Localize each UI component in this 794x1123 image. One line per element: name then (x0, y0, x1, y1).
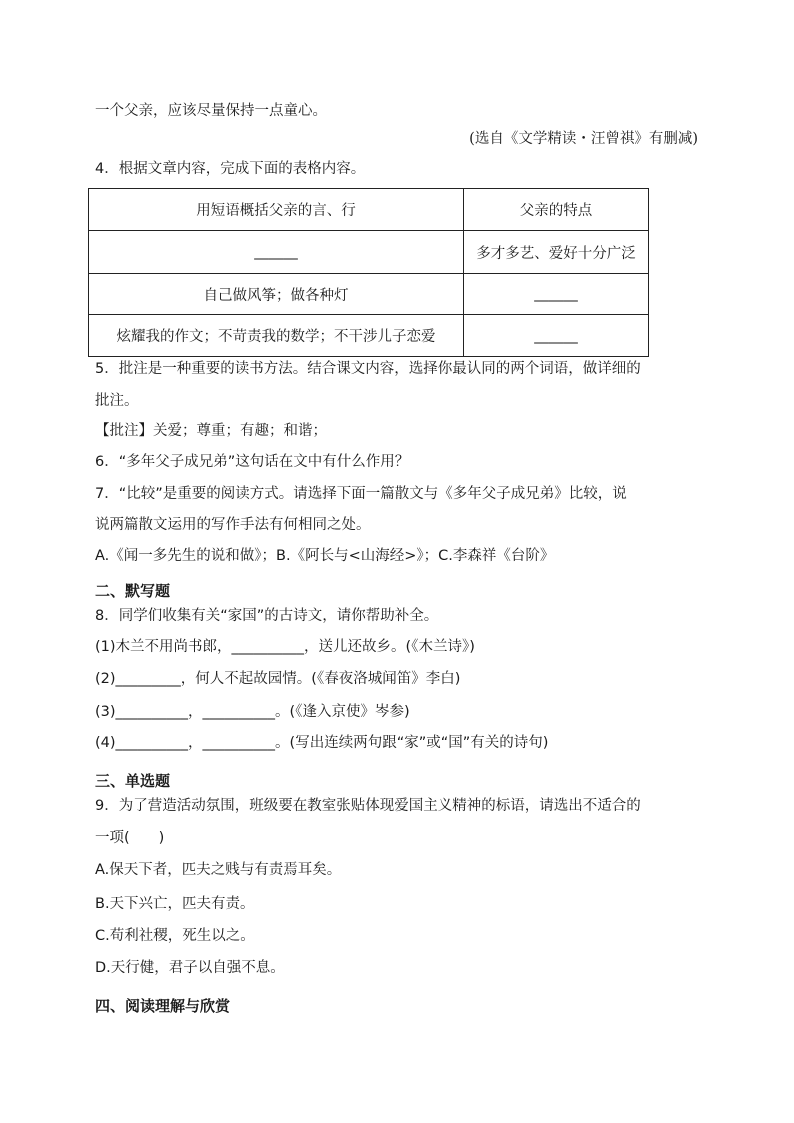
q9-option-b[interactable]: B.天下兴亡，匹夫有责。 (95, 896, 255, 912)
q5-line2: 批注。 (95, 393, 139, 409)
q4-prompt: 4．根据文章内容，完成下面的表格内容。 (95, 161, 366, 177)
table-cell: 炫耀我的作文；不苛责我的数学；不干涉儿子恋爱 (89, 315, 464, 357)
q9-line1: 9．为了营造活动氛围，班级要在教室张贴体现爱国主义精神的标语，请选出不适合的 (95, 798, 641, 814)
table-cell: 多才多艺、爱好十分广泛 (464, 231, 649, 274)
q8-item-3: (3)__________，__________。(《逢入京使》岑参) (95, 704, 410, 720)
passage-source: (选自《文学精读・汪曾祺》有删减) (469, 131, 698, 147)
q9-option-d[interactable]: D.天行健，君子以自强不息。 (95, 960, 285, 976)
table-cell-blank[interactable]: ______ (89, 231, 464, 274)
q9-option-c[interactable]: C.苟利社稷，死生以之。 (95, 928, 255, 944)
q9-option-a[interactable]: A.保天下者，匹夫之贱与有责焉耳矣。 (95, 862, 342, 878)
q7-options: A.《闻一多先生的说和做》；B.《阿长与<山海经>》；C.李森祥《台阶》 (95, 548, 555, 564)
table-row (89, 274, 649, 315)
q4-table (88, 188, 649, 357)
q7-line2: 说两篇散文运用的写作手法有何相同之处。 (95, 517, 371, 533)
q6-text: 6．“多年父子成兄弟”这句话在文中有什么作用？ (95, 454, 410, 470)
q7-line1: 7．“比较”是重要的阅读方式。请选择下面一篇散文与《多年父子成兄弟》比较，说 (95, 486, 627, 502)
section4-title: 四、阅读理解与欣赏 (95, 997, 231, 1015)
passage-last-line: 一个父亲，应该尽量保持一点童心。 (95, 103, 327, 119)
table-header-cell: 用短语概括父亲的言、行 (89, 189, 464, 231)
q5-line1: 5．批注是一种重要的读书方法。结合课文内容，选择你最认同的两个词语，做详细的 (95, 361, 641, 377)
table-cell-blank[interactable]: ______ (464, 315, 649, 357)
table-cell-blank[interactable]: ______ (464, 274, 649, 315)
q8-item-4: (4)__________，__________。(写出连续两句跟“家”或“国”有关的诗句) (95, 735, 549, 751)
table-cell: 自己做风筝；做各种灯 (89, 274, 464, 315)
table-header-row (89, 189, 649, 231)
section3-title: 三、单选题 (95, 772, 171, 790)
q8-prompt: 8．同学们收集有关“家国”的古诗文，请你帮助补全。 (95, 608, 439, 624)
q8-item-2: (2)_________，何人不起故园情。(《春夜洛城闻笛》李白) (95, 671, 461, 687)
table-row (89, 231, 649, 274)
section2-title: 二、默写题 (95, 582, 171, 600)
q5-annotation: 【批注】关爱；尊重；有趣；和谐； (95, 423, 327, 439)
q8-item-1: (1)木兰不用尚书郎，__________，送儿还故乡。(《木兰诗》) (95, 639, 475, 655)
table-row (89, 315, 649, 357)
table-header-cell: 父亲的特点 (464, 189, 649, 231)
q9-line2: 一项( ) (95, 830, 165, 846)
